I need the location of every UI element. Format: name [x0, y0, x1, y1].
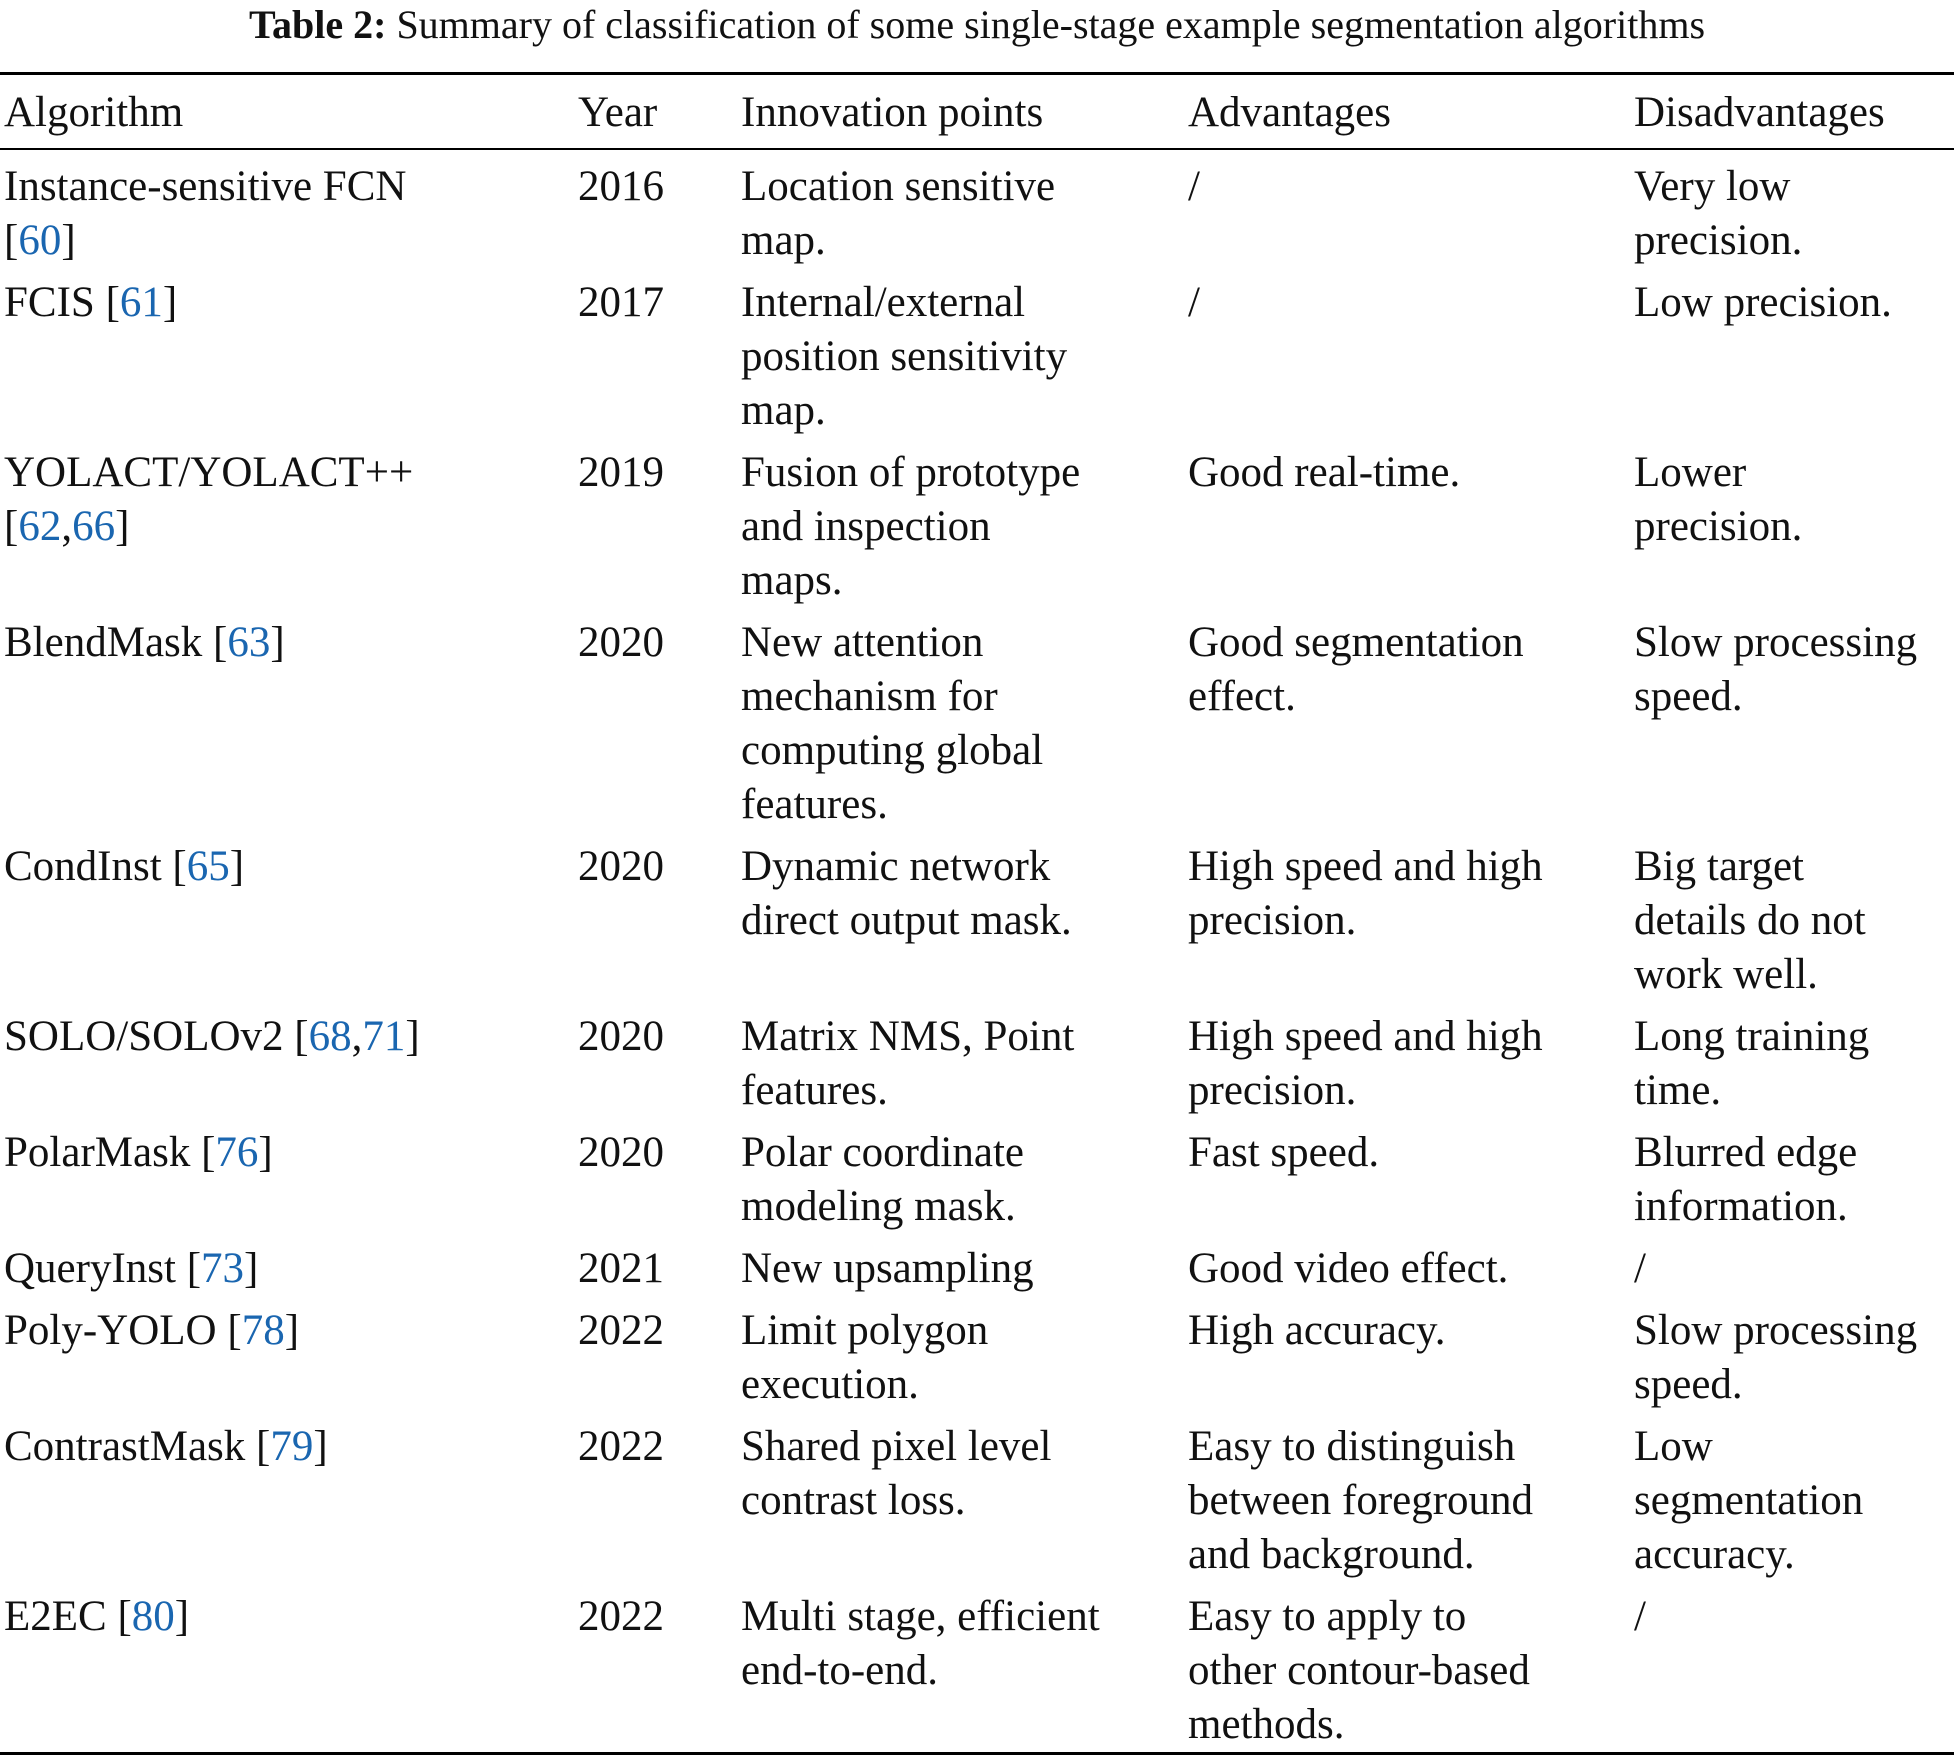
cell-line: features. [741, 1067, 888, 1114]
cell-line [4, 1242, 564, 1296]
cell-year [578, 1242, 728, 1296]
cell-line: Dynamic network [741, 843, 1051, 890]
cell-year [578, 1590, 728, 1644]
cell-innovation-points [741, 1242, 1181, 1296]
cell-line [4, 1590, 564, 1644]
cell-line: details do not [1634, 897, 1866, 944]
cell-line: 2020 [578, 619, 664, 666]
cell-text: ] [162, 279, 178, 326]
cell-disadvantages [1634, 1242, 1954, 1296]
cell-line: Location sensitive [741, 163, 1056, 210]
cell-disadvantages [1634, 1590, 1954, 1644]
cell-algorithm [4, 160, 564, 268]
cell-innovation-points [741, 276, 1181, 438]
cell-innovation-points [741, 160, 1181, 268]
cell-line: Low [1634, 1423, 1713, 1470]
cell-innovation-points [741, 1590, 1181, 1698]
cell-algorithm [4, 276, 564, 330]
cell-disadvantages [1634, 840, 1954, 1002]
cell-line: Good real-time. [1188, 449, 1461, 496]
citation-link[interactable]: 61 [119, 279, 163, 326]
cell-line: 2022 [578, 1423, 664, 1470]
cell-line: execution. [741, 1361, 919, 1408]
cell-line: / [1634, 1245, 1646, 1292]
table-label: Table 2: [248, 2, 387, 47]
cell-line: Low precision. [1634, 279, 1892, 326]
cell-advantages [1188, 1590, 1628, 1752]
cell-line: Easy to distinguish [1188, 1423, 1516, 1470]
cell-advantages [1188, 1304, 1628, 1358]
cell-text: ] [258, 1129, 273, 1176]
header-algorithm: Algorithm [4, 89, 184, 136]
cell-text: ] [115, 503, 130, 550]
citation-link[interactable]: 62 [18, 503, 62, 550]
cell-line: 2022 [578, 1307, 664, 1354]
cell-advantages [1188, 1420, 1628, 1582]
cell-year [578, 160, 728, 214]
cell-text: [ [4, 503, 19, 550]
cell-text: ] [174, 1593, 190, 1640]
cell-line: speed. [1634, 673, 1743, 720]
cell-line [4, 1010, 564, 1064]
cell-line: precision. [1634, 217, 1803, 264]
cell-line: 2022 [578, 1593, 664, 1640]
cell-line: Good video effect. [1188, 1245, 1509, 1292]
cell-year [578, 1126, 728, 1180]
citation-link[interactable]: 71 [362, 1013, 406, 1060]
cell-line: 2020 [578, 843, 664, 890]
cell-line: segmentation [1634, 1477, 1864, 1524]
cell-line [4, 840, 564, 894]
cell-line: mechanism for [741, 673, 998, 720]
cell-algorithm [4, 1590, 564, 1644]
cell-line [4, 214, 564, 268]
cell-line: precision. [1188, 1067, 1357, 1114]
cell-advantages [1188, 840, 1628, 948]
cell-line: time. [1634, 1067, 1722, 1114]
cell-line: computing global [741, 727, 1044, 774]
cell-line [4, 276, 564, 330]
cell-line: Very low [1634, 163, 1791, 210]
cell-line: position sensitivity [741, 333, 1068, 380]
cell-text: [ [4, 217, 19, 264]
cell-text: FCIS [ [4, 279, 120, 326]
cell-year [578, 446, 728, 500]
cell-text: ] [405, 1013, 420, 1060]
bottom-rule [0, 1752, 1954, 1755]
cell-text: QueryInst [ [4, 1245, 202, 1292]
table-title: Summary of classification of some single-stage example segmentation algorithms [396, 2, 1706, 47]
cell-disadvantages [1634, 616, 1954, 724]
cell-line [4, 1420, 564, 1474]
cell-text: ContrastMask [ [4, 1423, 271, 1470]
header-rule [0, 148, 1954, 150]
cell-line: methods. [1188, 1701, 1345, 1748]
cell-text: ] [284, 1307, 300, 1354]
header-disadvantages: Disadvantages [1634, 89, 1885, 136]
cell-line: 2019 [578, 449, 664, 496]
cell-text: BlendMask [ [4, 619, 228, 666]
cell-line: modeling mask. [741, 1183, 1016, 1230]
cell-text: , [61, 503, 73, 550]
cell-disadvantages [1634, 276, 1954, 330]
citation-link[interactable]: 73 [201, 1245, 245, 1292]
header-year: Year [578, 89, 658, 136]
cell-line: Big target [1634, 843, 1804, 890]
citation-link[interactable]: 79 [270, 1423, 314, 1470]
cell-year [578, 1010, 728, 1064]
cell-line: 2020 [578, 1129, 664, 1176]
cell-line: Long training [1634, 1013, 1870, 1060]
cell-disadvantages [1634, 1304, 1954, 1412]
cell-year [578, 840, 728, 894]
citation-link[interactable]: 80 [131, 1593, 175, 1640]
cell-text: , [351, 1013, 363, 1060]
citation-link[interactable]: 66 [72, 503, 116, 550]
cell-disadvantages [1634, 1010, 1954, 1118]
cell-text: CondInst [ [4, 843, 187, 890]
cell-line: speed. [1634, 1361, 1743, 1408]
cell-line: map. [741, 387, 826, 434]
cell-line [4, 1126, 564, 1180]
cell-line: Easy to apply to [1188, 1593, 1467, 1640]
cell-innovation-points [741, 1420, 1181, 1528]
cell-innovation-points [741, 616, 1181, 832]
cell-disadvantages [1634, 160, 1954, 268]
cell-disadvantages [1634, 1420, 1954, 1582]
cell-text: ] [229, 843, 245, 890]
cell-line: accuracy. [1634, 1531, 1795, 1578]
cell-line: and background. [1188, 1531, 1475, 1578]
cell-line: 2021 [578, 1245, 664, 1292]
cell-text: E2EC [ [4, 1593, 132, 1640]
header-advantages: Advantages [1188, 89, 1391, 136]
cell-line: Fast speed. [1188, 1129, 1380, 1176]
cell-line: Good segmentation [1188, 619, 1524, 666]
cell-line: 2016 [578, 163, 664, 210]
cell-line: New attention [741, 619, 984, 666]
cell-advantages [1188, 276, 1628, 330]
cell-line: other contour-based [1188, 1647, 1530, 1694]
citation-link[interactable]: 60 [18, 217, 62, 264]
cell-text: Poly-YOLO [ [4, 1307, 242, 1354]
cell-line: Lower [1634, 449, 1747, 496]
cell-advantages [1188, 616, 1628, 724]
cell-advantages [1188, 1242, 1628, 1296]
cell-line: and inspection [741, 503, 991, 550]
cell-line: High accuracy. [1188, 1307, 1446, 1354]
cell-line: precision. [1188, 897, 1357, 944]
cell-year [578, 276, 728, 330]
cell-line: Multi stage, efficient [741, 1593, 1100, 1640]
cell-advantages [1188, 446, 1628, 500]
cell-line: Shared pixel level [741, 1423, 1052, 1470]
cell-algorithm [4, 1126, 564, 1180]
cell-text: SOLO/SOLOv2 [ [4, 1013, 309, 1060]
cell-text: PolarMask [ [4, 1129, 216, 1176]
cell-line: Limit polygon [741, 1307, 989, 1354]
cell-text: YOLACT/YOLACT++ [4, 449, 414, 496]
cell-line [4, 500, 564, 554]
cell-line: New upsampling [741, 1245, 1034, 1292]
cell-line: Polar coordinate [741, 1129, 1024, 1176]
cell-line: 2017 [578, 279, 664, 326]
cell-line: Slow processing [1634, 619, 1918, 666]
cell-line: 2020 [578, 1013, 664, 1060]
cell-innovation-points [741, 446, 1181, 608]
cell-line: features. [741, 781, 888, 828]
cell-algorithm [4, 446, 564, 554]
cell-advantages [1188, 1010, 1628, 1118]
cell-algorithm [4, 616, 564, 670]
cell-line: end-to-end. [741, 1647, 939, 1694]
cell-algorithm [4, 1010, 564, 1064]
cell-advantages [1188, 1126, 1628, 1180]
cell-line: direct output mask. [741, 897, 1072, 944]
cell-line: between foreground [1188, 1477, 1534, 1524]
cell-innovation-points [741, 1010, 1181, 1118]
cell-line [4, 446, 564, 500]
cell-line: High speed and high [1188, 843, 1543, 890]
cell-innovation-points [741, 1304, 1181, 1412]
cell-algorithm [4, 1304, 564, 1358]
cell-text: ] [270, 619, 285, 666]
cell-line: effect. [1188, 673, 1296, 720]
cell-year [578, 1304, 728, 1358]
cell-line: High speed and high [1188, 1013, 1543, 1060]
cell-line: precision. [1634, 503, 1803, 550]
cell-line [4, 160, 564, 214]
cell-year [578, 616, 728, 670]
cell-line [4, 616, 564, 670]
top-rule [0, 72, 1954, 75]
citation-link[interactable]: 63 [227, 619, 271, 666]
cell-innovation-points [741, 1126, 1181, 1234]
cell-line: map. [741, 217, 826, 264]
citation-link[interactable]: 65 [186, 843, 230, 890]
cell-algorithm [4, 1242, 564, 1296]
cell-line: / [1188, 279, 1200, 326]
cell-year [578, 1420, 728, 1474]
table-caption [0, 0, 1954, 58]
cell-line: Internal/external [741, 279, 1026, 326]
cell-line: Fusion of prototype [741, 449, 1081, 496]
cell-disadvantages [1634, 446, 1954, 554]
header-innovation-points: Innovation points [741, 89, 1044, 136]
cell-disadvantages [1634, 1126, 1954, 1234]
cell-line: / [1634, 1593, 1646, 1640]
cell-line: information. [1634, 1183, 1848, 1230]
cell-line: / [1188, 163, 1200, 210]
cell-line: maps. [741, 557, 843, 604]
cell-text: Instance-sensitive FCN [4, 163, 407, 210]
cell-line [4, 1304, 564, 1358]
cell-text: ] [61, 217, 76, 264]
cell-text: ] [313, 1423, 328, 1470]
cell-line: contrast loss. [741, 1477, 966, 1524]
cell-line: work well. [1634, 951, 1818, 998]
cell-advantages [1188, 160, 1628, 214]
cell-innovation-points [741, 840, 1181, 948]
cell-line: Matrix NMS, Point [741, 1013, 1075, 1060]
cell-algorithm [4, 1420, 564, 1474]
cell-algorithm [4, 840, 564, 894]
cell-text: ] [244, 1245, 259, 1292]
citation-link[interactable]: 68 [308, 1013, 352, 1060]
cell-line: Blurred edge [1634, 1129, 1858, 1176]
cell-line: Slow processing [1634, 1307, 1918, 1354]
citation-link[interactable]: 78 [241, 1307, 285, 1354]
citation-link[interactable]: 76 [215, 1129, 259, 1176]
